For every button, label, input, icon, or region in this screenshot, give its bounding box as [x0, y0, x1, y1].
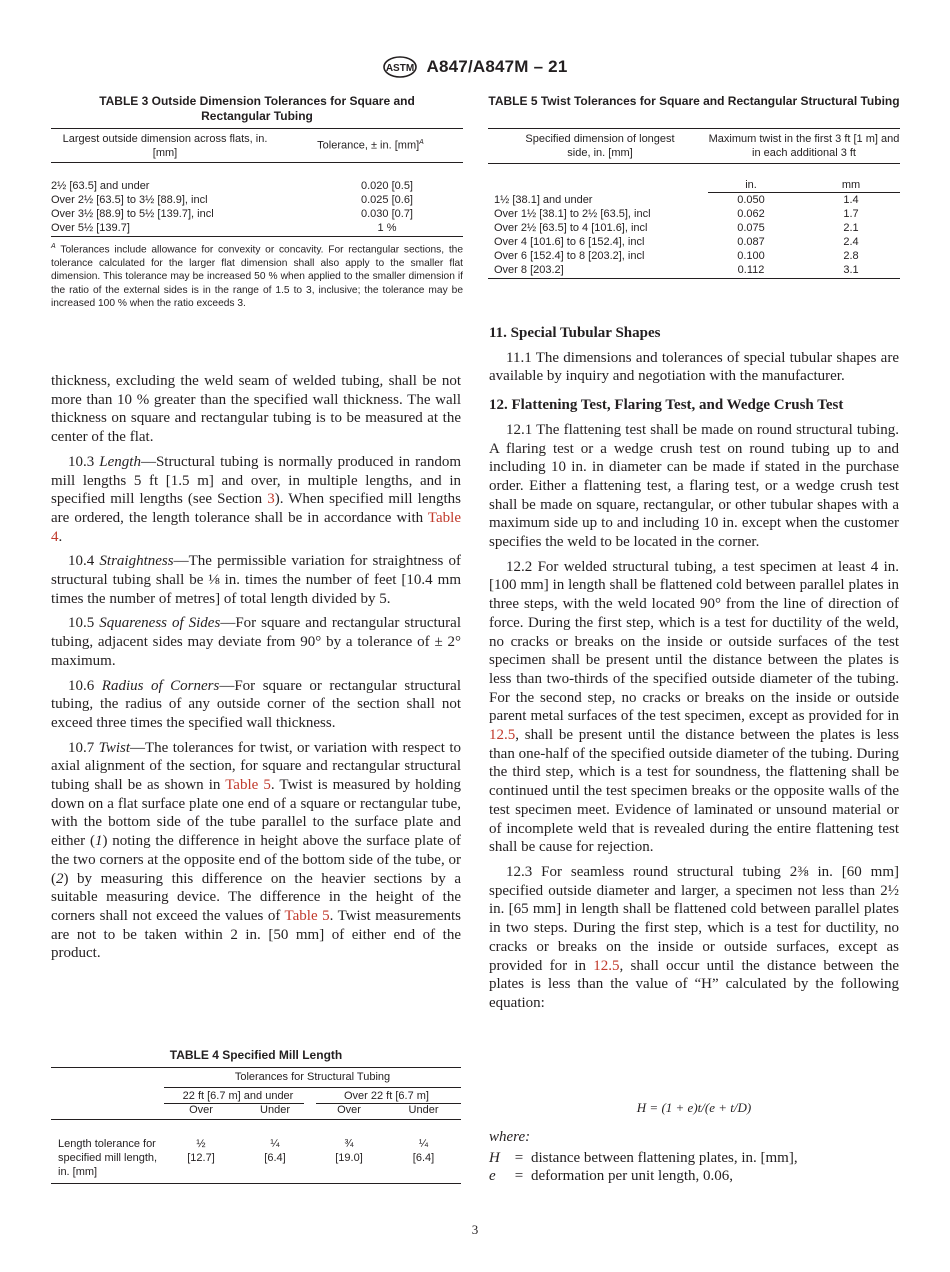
table-4-value-2: ¼ [6.4] [264, 1138, 286, 1164]
table-3-col2-header: Tolerance, ± in. [mm]$^A$ [317, 139, 424, 152]
table-row: 1½ [38.1] and under 0.050 1.4 [494, 194, 859, 206]
section-11-heading: 11. Special Tubular Shapes [489, 325, 661, 341]
table-4-link[interactable]: Table 4 [51, 509, 461, 545]
table-4-sub2: Over 22 ft [6.7 m] [344, 1090, 429, 1102]
definition-row: e = deformation per unit length, 0.06, [489, 1168, 734, 1184]
table-5-col1-header: Specified dimension of longest side, in. [mm] [525, 133, 675, 159]
table-4-under-2: Under [408, 1104, 439, 1116]
paragraph-12-3: 12.3 For seamless round structural tubing 2⅜ in. [60 mm] specified outside diameter and larger, a specimen not less than 2½ in. [65 mm] in length shall be flattened cold between parallel plates in two steps. During the first step, which is a test for ductility, no cracks or breaks on the inside or outside surfaces, except as provided for in 12.5, shall occur until the distance between the plates is less than the value of “H” calculated by the following equation: [489, 863, 899, 1011]
page-header [0, 56, 950, 78]
table-5-col2-header: Maximum twist in the first 3 ft [1 m] and in each additional 3 ft [708, 133, 900, 159]
table-3 [51, 94, 463, 124]
table-5-body [494, 193, 900, 277]
table-4-under-1: Under [260, 1104, 290, 1116]
table-5-link[interactable]: Table 5 [225, 777, 271, 794]
table-4-row-label: Length tolerance for specified mill length, in. [mm] [58, 1138, 158, 1178]
paragraph-10-2-continued: thickness, excluding the weld seam of welded tubing, shall be not more than 10 % greater than the specified wall thickness. The wall thickness on square and rectangular tubing is to be measured at the center of the flat. [51, 373, 461, 446]
table-row: Over 6 [152.4] to 8 [203.2], incl 0.100 2.8 [494, 250, 859, 262]
table-4-over-1: Over [189, 1104, 213, 1116]
where-label: where: [489, 1129, 531, 1145]
section-12-5-link[interactable]: 12.5 [593, 957, 620, 974]
section-3-link[interactable]: 3 [267, 491, 275, 508]
table-5-unit-mm: mm [841, 179, 861, 191]
table-4-group-header: Tolerances for Structural Tubing [234, 1071, 391, 1083]
paragraph-10-3: 10.3 Length—Structural tubing is normally produced in random mill lengths 5 ft [1.5 m] and over, in multiple lengths, and in specified mill lengths (see Section 3). When specified mill lengths are ordered, the length tolerance shall be in accordance with Table 4. [51, 453, 462, 545]
table-row: Over 8 [203.2] 0.112 3.1 [494, 264, 859, 276]
table-4-caption: TABLE 4 Specified Mill Length [169, 1048, 343, 1062]
section-12-5-link[interactable]: 12.5 [489, 727, 516, 744]
table-3-body [51, 179, 463, 235]
svg-text:ASTM: ASTM [385, 63, 414, 74]
table-4-value-4: ¼ [6.4] [412, 1138, 435, 1164]
right-column-text [489, 324, 899, 1019]
table-4-sub1: 22 ft [6.7 m] and under [182, 1090, 294, 1102]
table-row: Over 4 [101.6] to 6 [152.4], incl 0.087 2.4 [494, 236, 859, 248]
paragraph-10-4: 10.4 Straightness—The permissible variation for straightness of structural tubing shall be ⅛ in. times the number of feet [10.4 mm times the number of metres] of total length divided by 5. [51, 553, 462, 607]
document-designation: A847/A847M – 21 [426, 57, 568, 76]
table-row: Over 3½ [88.9] to 5½ [139.7], incl 0.030 [0.7] [51, 208, 413, 220]
table-5-unit-in: in. [745, 179, 757, 191]
definition-row: H = distance between flattening plates, in. [mm], [489, 1150, 798, 1166]
table-5 [488, 94, 900, 109]
table-row: Over 2½ [63.5] to 4 [101.6], incl 0.075 2.1 [494, 222, 859, 234]
table-row: 2½ [63.5] and under 0.020 [0.5] [51, 180, 413, 192]
table-4-value-1: ½ [12.7] [187, 1138, 215, 1164]
equation: H = (1 + e)t/(e + t/D) [636, 1100, 752, 1115]
table-3-caption: TABLE 3 Outside Dimension Tolerances for Square and Rectangular Tubing [99, 94, 415, 123]
paragraph-10-5: 10.5 Squareness of Sides—For square and rectangular structural tubing, adjacent sides may deviate from 90° by a tolerance of ± 2° maximum. [51, 615, 461, 669]
section-12-heading: 12. Flattening Test, Flaring Test, and Wedge Crush Test [489, 397, 844, 414]
paragraph-12-1: 12.1 The flattening test shall be made on round structural tubing. A flaring test or a wedge crush test on round tubing up to and including 10 in. in diameter can be made if stated in the purchase order. Either a flattening test, a flaring test, or a wedge crush test shall be made on square, rectangular, or other tubular shapes with a maximum side up to and including 10 in. except when the customer specifies the weld to be located in the corner. [489, 421, 899, 551]
table-5-link[interactable]: Table 5 [284, 907, 330, 924]
left-column-text [51, 372, 461, 969]
table-row: Over 1½ [38.1] to 2½ [63.5], incl 0.062 1.7 [494, 208, 859, 220]
paragraph-11-1: 11.1 The dimensions and tolerances of special tubular shapes are available by inquiry and negotiation with the manufacturer. [489, 349, 899, 385]
table-row: Over 5½ [139.7] 1 % [51, 222, 397, 234]
table-row: Over 2½ [63.5] to 3½ [88.9], incl 0.025 [0.6] [51, 194, 413, 206]
paragraph-10-6: 10.6 Radius of Corners—For square or rectangular structural tubing, the radius of any outside corner of the section shall not exceed three times the specified wall thickness. [51, 677, 462, 731]
table-4-over-2: Over [337, 1104, 361, 1116]
table-3-col1-header: Largest outside dimension across flats, in. [mm] [62, 133, 268, 159]
astm-logo-icon [383, 56, 417, 78]
table-4-value-3: ¾ [19.0] [335, 1138, 363, 1164]
paragraph-10-7: 10.7 Twist—The tolerances for twist, or variation with respect to axial alignment of the section, for square and rectangular structural tubing shall be as shown in Table 5. Twist is measured by holding down on a flat surface plate one end of a square or rectangular tube, with the bottom side of the tube parallel to the surface plate and either (1) noting the difference in height above the surface plate of the two corners at the opposite end of the bottom side of the tube, or (2) by measuring this difference on the heavier sections by a suitable measuring device. The difference in the height of the corners shall not exceed the values of Table 5. Twist measurements are not to be taken within 2 in. [50 mm] of either end of the product. [51, 739, 461, 962]
table-3-footnote: $^A$ Tolerances include allowance for convexity or concavity. For rectangular sections, the tolerance calculated for the larger flat dimension shall also apply to the smaller flat dimension. This tolerance may be increased 50 % when applied to the smaller dimension if the ratio of the external sides is in the range of 1.5 to 3, inclusive; the tolerance may be increased 100 % when the ratio exceeds 3. [51, 243, 463, 310]
table-5-caption: TABLE 5 Twist Tolerances for Square and Rectangular Structural Tubing [488, 94, 900, 108]
page-number: 3 [471, 1222, 479, 1237]
paragraph-12-2: 12.2 For welded structural tubing, a test specimen at least 4 in. [100 mm] in length shall be flattened cold between parallel plates in three steps, with the weld located 90° from the line of direction of force. During the first step, which is a test for ductility of the weld, no cracks or breaks on the inside or outside surfaces of the test specimen shall be present until the distance between the plates is less than two-thirds of the specified outside diameter of the tubing. For the second step, no cracks or breaks on the inside or outside parent metal surfaces of the test specimen, except as provided for in 12.5, shall be present until the distance between the plates is less than one-half of the specified outside diameter of the tubing. During the third step, which is a test for soundness, the flattening shall be continued until the test specimen breaks or the opposite walls of the test specimen meet. Evidence of laminated or unsound material or of incomplete weld that is revealed during the entire flattening test shall be cause for rejection. [489, 558, 899, 856]
